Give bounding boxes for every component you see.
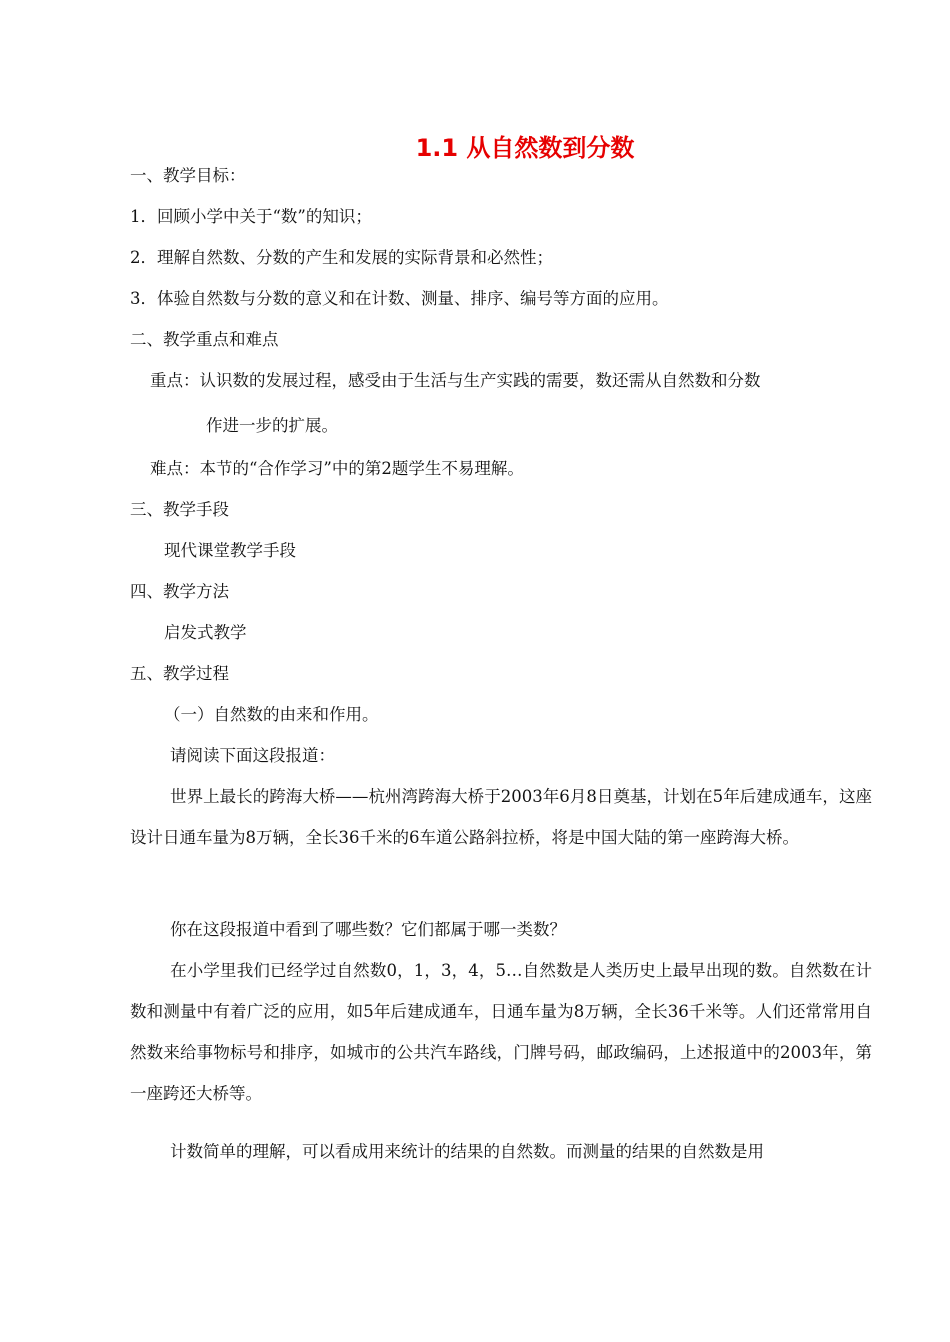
objective-item-2: 2．理解自然数、分数的产生和发展的实际背景和必然性； — [130, 248, 553, 267]
difficulty-point: 难点：本节的“合作学习”中的第2题学生不易理解。 — [150, 459, 524, 478]
section-4-heading: 四、教学方法 — [130, 582, 229, 601]
explanation-text: 在小学里我们已经学过自然数0，1，3，4，5…自然数是人类历史上最早出现的数。自然数在计数和测量中有着广泛的应用，如5年后建成通车，日通车量为8万辆，全长36千米等。人们还常常用自然数来给事物标号和排序，如城市的公共汽车路线，门牌号码，邮政编码，上述报道中的2003年，第一座跨还大桥等。 — [130, 961, 872, 1103]
subsection-1-heading: （一）自然数的由来和作用。 — [164, 705, 379, 724]
key-point-line-1: 重点：认识数的发展过程，感受由于生活与生产实践的需要，数还需从自然数和分数 — [150, 371, 761, 390]
news-report-paragraph — [130, 776, 872, 858]
teaching-means: 现代课堂教学手段 — [164, 541, 296, 560]
reading-prompt: 请阅读下面这段报道： — [170, 746, 335, 765]
section-2-heading: 二、教学重点和难点 — [130, 330, 279, 349]
counting-paragraph: 计数简单的理解，可以看成用来统计的结果的自然数。而测量的结果的自然数是用 — [170, 1142, 764, 1161]
key-point-line-2: 作进一步的扩展。 — [206, 416, 338, 435]
news-report-text: 世界上最长的跨海大桥——杭州湾跨海大桥于2003年6月8日奠基，计划在5年后建成通车，这座设计日通车量为8万辆，全长36千米的6车道公路斜拉桥，将是中国大陆的第一座跨海大桥。 — [130, 787, 872, 847]
section-3-heading: 三、教学手段 — [130, 500, 229, 519]
teaching-method: 启发式教学 — [164, 623, 247, 642]
objective-item-1: 1．回顾小学中关于“数”的知识； — [130, 207, 372, 226]
question-text: 你在这段报道中看到了哪些数？它们都属于哪一类数？ — [170, 920, 566, 939]
page-title: 1.1 从自然数到分数 — [415, 134, 635, 162]
section-5-heading: 五、教学过程 — [130, 664, 229, 683]
explanation-paragraph — [130, 950, 872, 1114]
section-1-heading: 一、教学目标： — [130, 166, 246, 185]
objective-item-3: 3．体验自然数与分数的意义和在计数、测量、排序、编号等方面的应用。 — [130, 289, 669, 308]
